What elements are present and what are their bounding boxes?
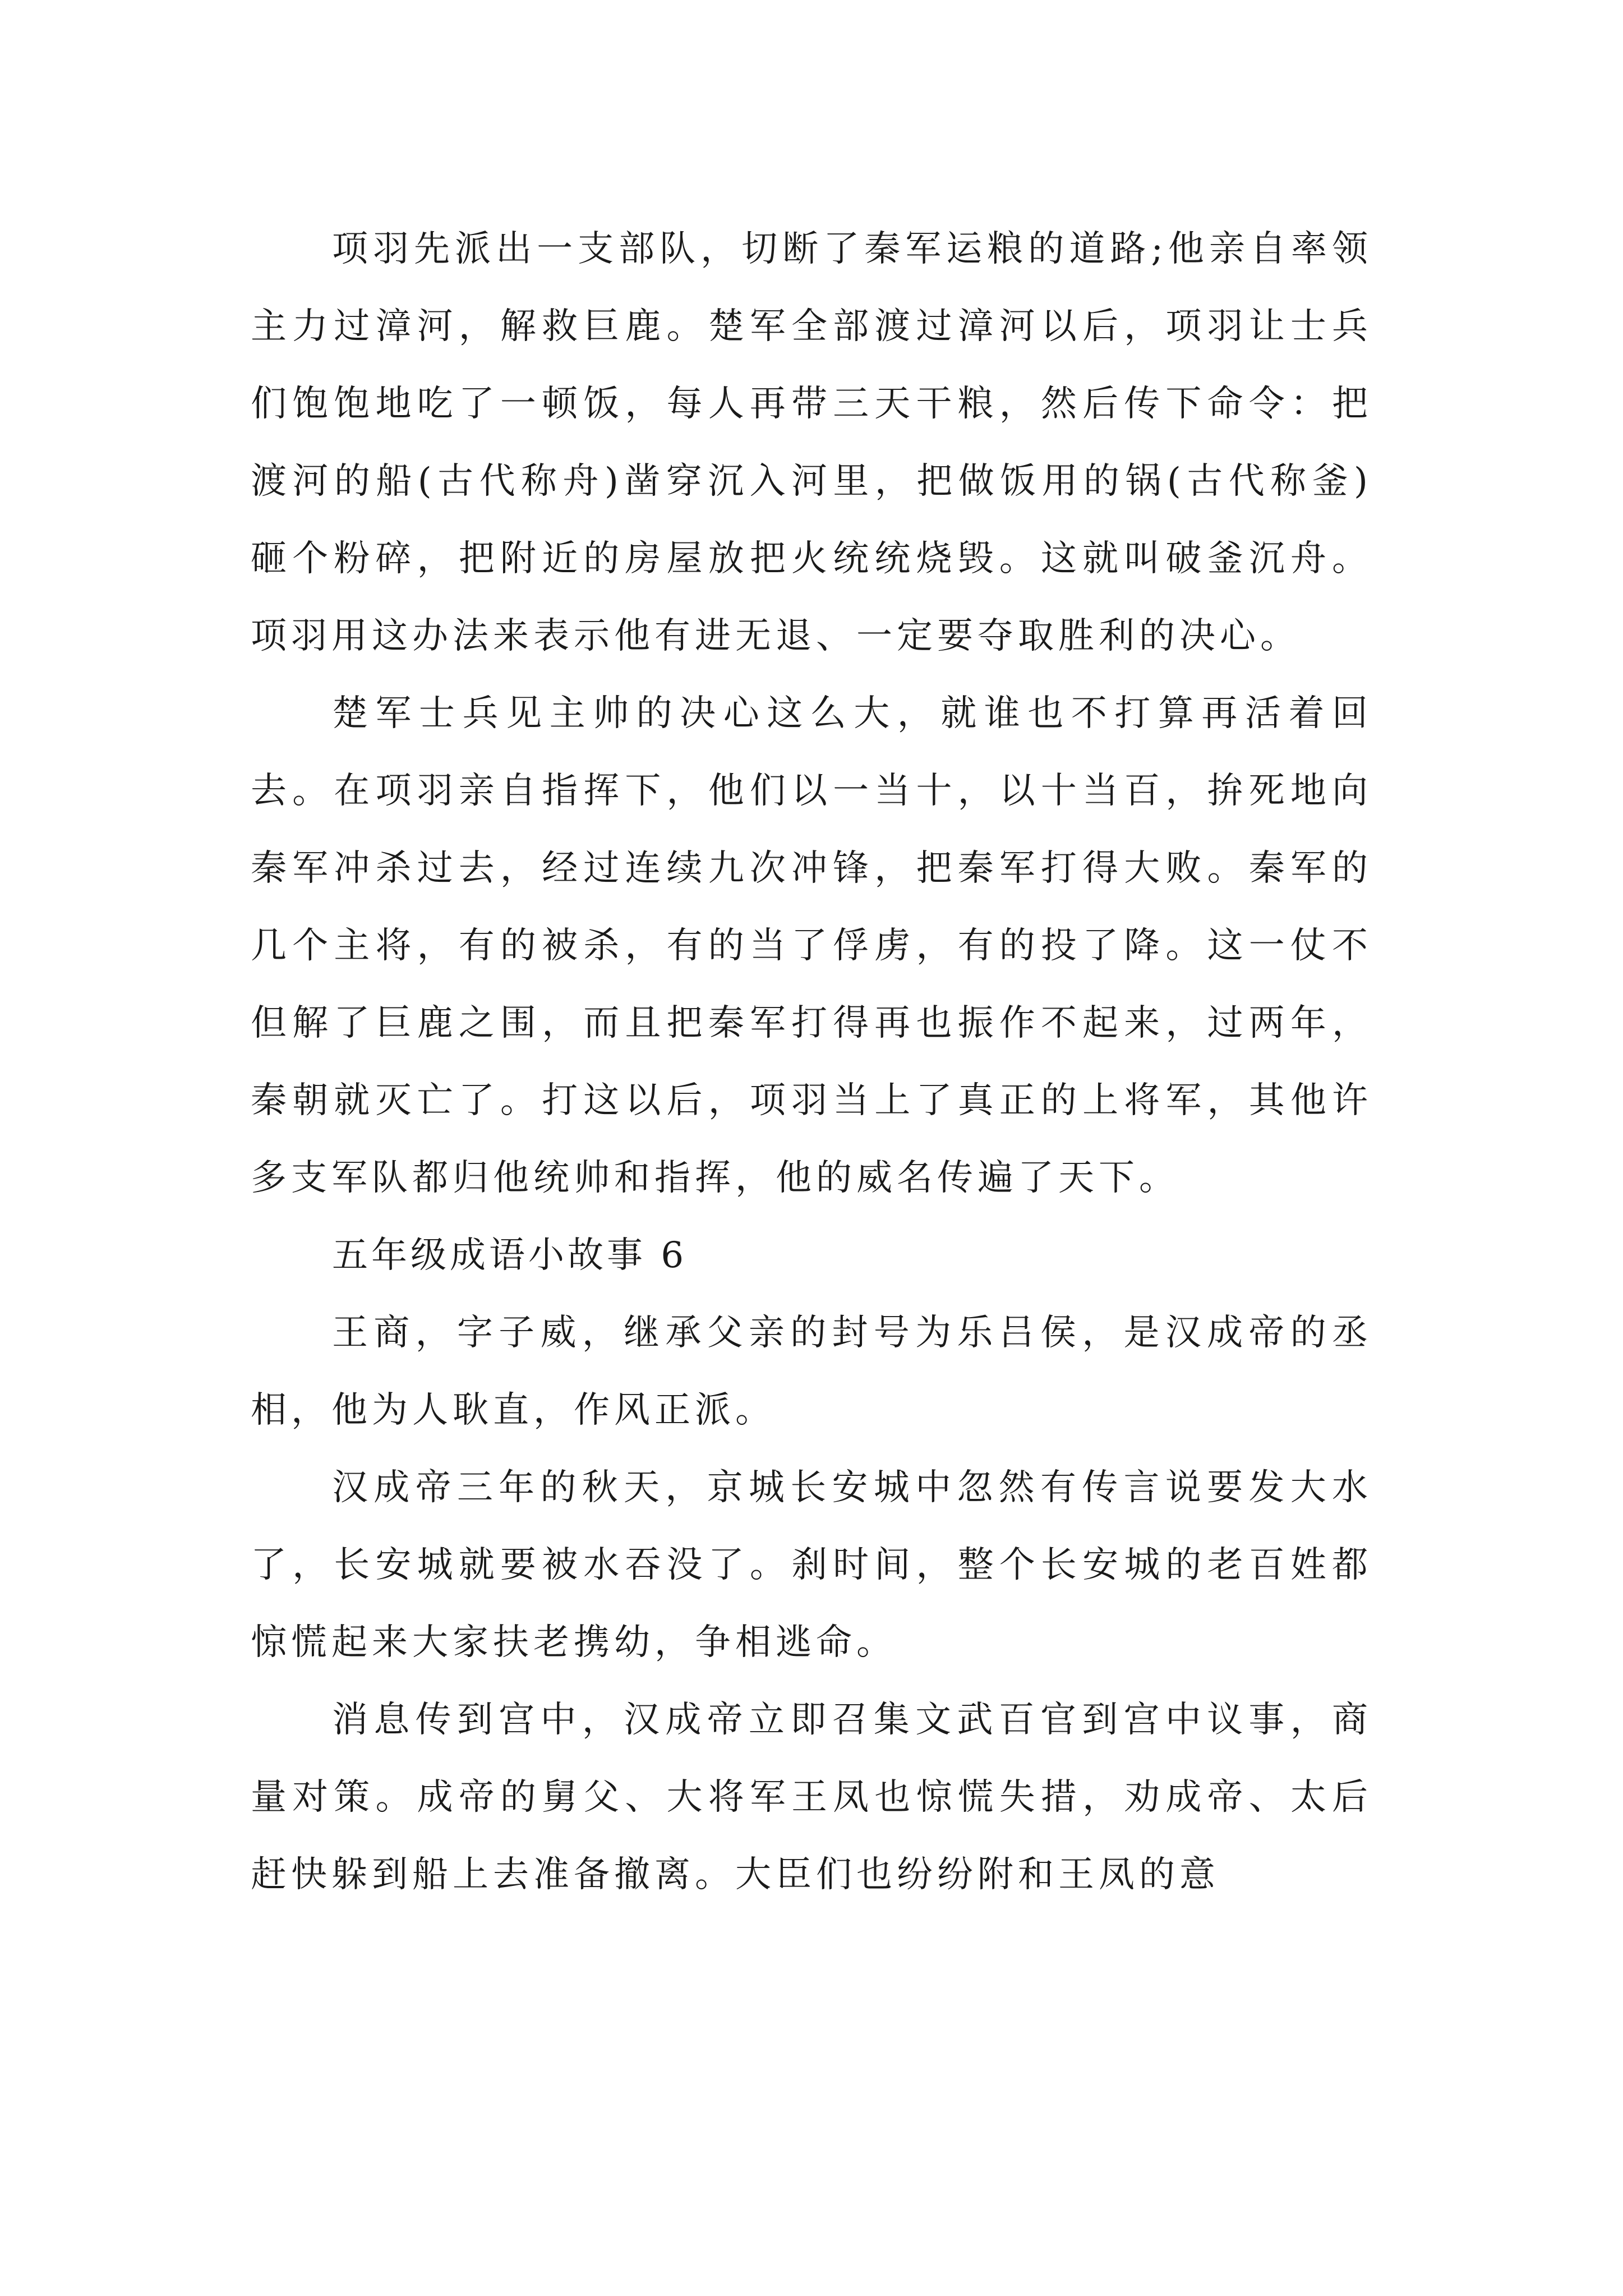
paragraph-4: 汉成帝三年的秋天，京城长安城中忽然有传言说要发大水了，长安城就要被水吞没了。刹时间，整个长安城的老百姓都惊慌起来大家扶老携幼，争相逃命。 [251,1467,1372,1663]
document-body [251,210,1372,1913]
paragraph-2: 楚军士兵见主帅的决心这么大，就谁也不打算再活着回去。在项羽亲自指挥下，他们以一当十，以十当百，拚死地向秦军冲杀过去，经过连续九次冲锋，把秦军打得大败。秦军的几个主将，有的被杀，有的当了俘虏，有的投了降。这一仗不但解了巨鹿之围，而且把秦军打得再也振作不起来，过两年，秦朝就灭亡了。打这以后，项羽当上了真正的上将军，其他许多支军队都归他统帅和指挥，他的威名传遍了天下。 [251,693,1372,1199]
section-title: 五年级成语小故事 6 [332,1235,688,1276]
paragraph-3: 王商，字子威，继承父亲的封号为乐吕侯，是汉成帝的丞相，他为人耿直，作风正派。 [251,1312,1372,1431]
paragraph-5: 消息传到宫中，汉成帝立即召集文武百官到宫中议事，商量对策。成帝的舅父、大将军王凤也惊慌失措，劝成帝、太后赶快躲到船上去准备撤离。大臣们也纷纷附和王凤的意 [251,1699,1372,1895]
paragraph-1: 项羽先派出一支部队，切断了秦军运粮的道路;他亲自率领主力过漳河，解救巨鹿。楚军全部渡过漳河以后，项羽让士兵们饱饱地吃了一顿饭，每人再带三天干粮，然后传下命令：把渡河的船(古代称舟)凿穿沉入河里，把做饭用的锅(古代称釜)砸个粉碎，把附近的房屋放把火统统烧毁。这就叫破釜沉舟。项羽用这办法来表示他有进无退、一定要夺取胜利的决心。 [251,228,1372,657]
